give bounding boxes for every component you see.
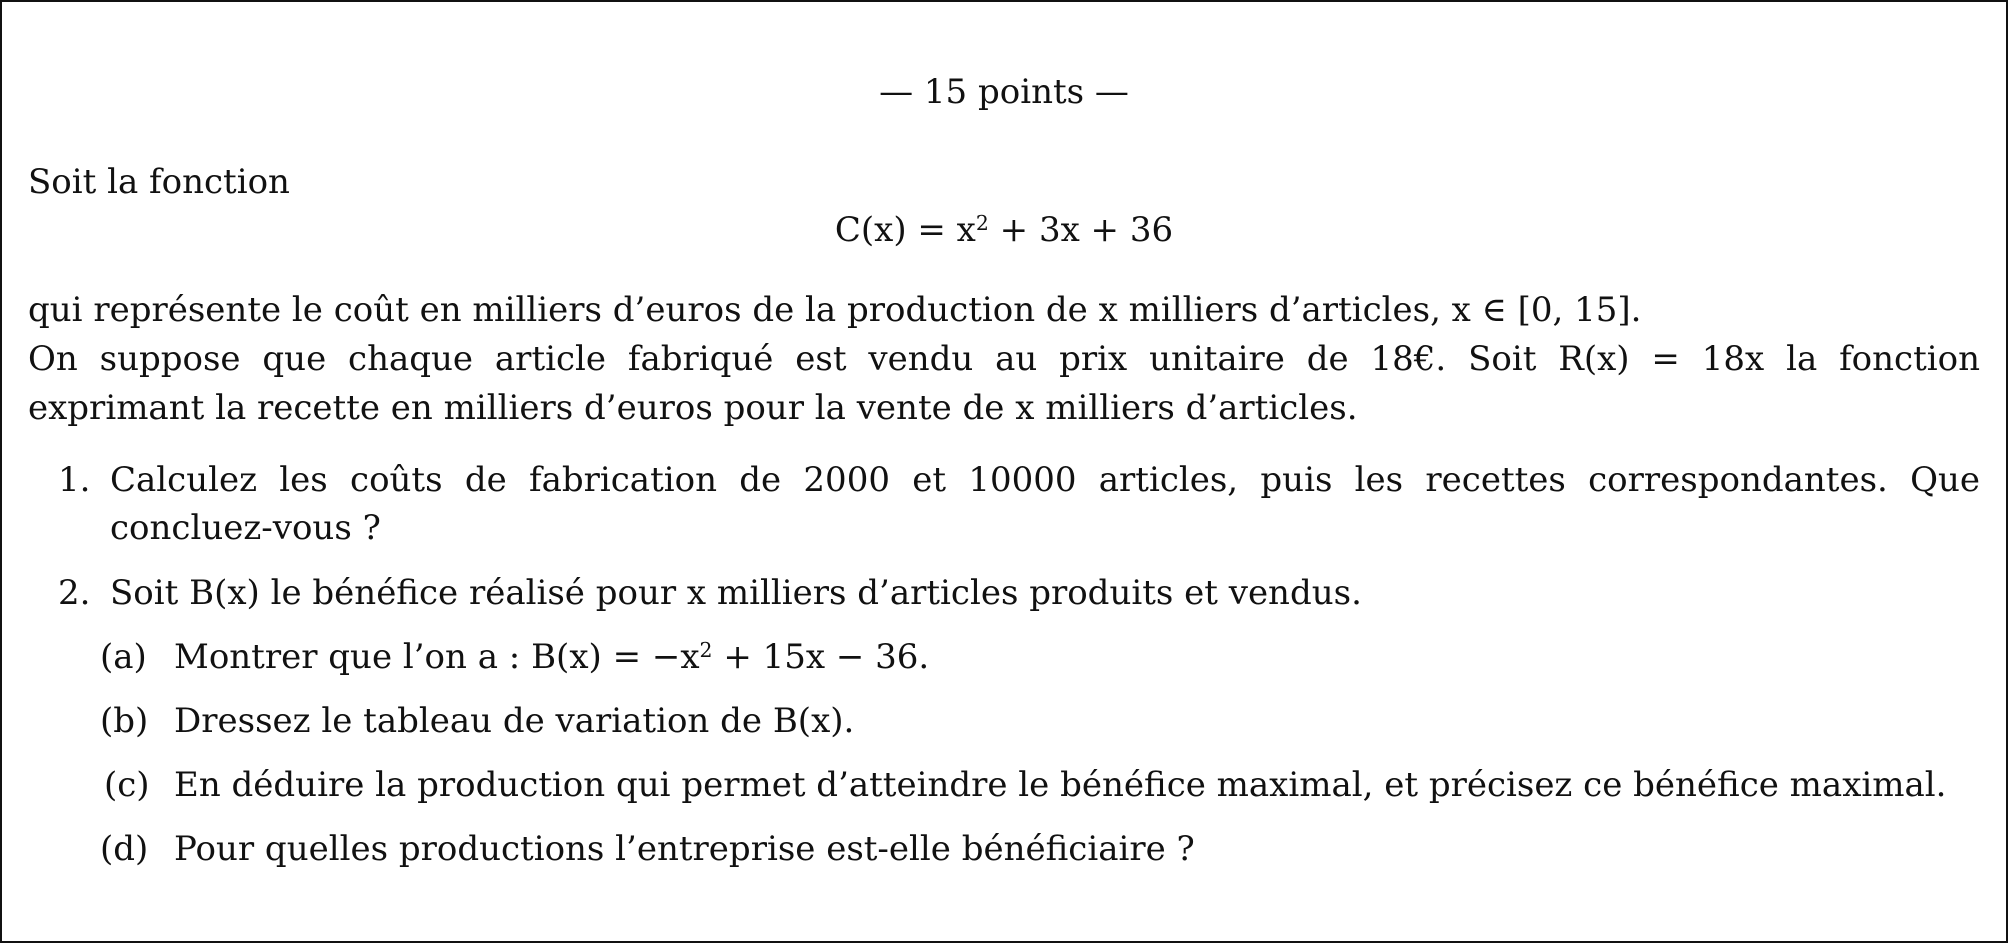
cost-formula-exponent: 2 — [975, 210, 989, 235]
intro-line-4: exprimant la recette en milliers d’euros pour la vente de x milliers d’articles. — [28, 388, 1358, 428]
subquestion-c-label: (c) — [104, 765, 150, 805]
subquestion-a-label: (a) — [100, 637, 147, 677]
subquestion-a-text — [174, 637, 929, 678]
question-1-line-1: Calculez les coûts de fabrication de 2000 et 10000 articles, puis les recettes correspondantes. Que — [110, 460, 1980, 500]
question-1-line-2: concluez-vous ? — [110, 508, 381, 548]
question-1-number: 1. — [58, 460, 91, 500]
cost-formula — [0, 210, 2008, 251]
subquestion-a-text-main: Montrer que l’on a : B(x) = −x — [174, 637, 700, 677]
subquestion-d-label: (d) — [100, 829, 149, 869]
intro-line-2: qui représente le coût en milliers d’euros de la production de x milliers d’articles, x ∈ [0, 15]. — [28, 290, 1642, 330]
question-2-line-1: Soit B(x) le bénéfice réalisé pour x milliers d’articles produits et vendus. — [110, 573, 1362, 613]
subquestion-a-exponent: 2 — [699, 637, 713, 662]
cost-formula-tail: + 3x + 36 — [988, 210, 1174, 250]
points-heading: — 15 points — — [879, 72, 1129, 112]
subquestion-b-text: Dressez le tableau de variation de B(x). — [174, 701, 855, 741]
question-2-number: 2. — [58, 573, 91, 613]
intro-line-3: On suppose que chaque article fabriqué est vendu au prix unitaire de 18€. Soit R(x) = 18x la fonction — [28, 339, 1980, 379]
intro-line-1: Soit la fonction — [28, 162, 290, 202]
subquestion-a-text-tail: + 15x − 36. — [712, 637, 930, 677]
subquestion-d-text: Pour quelles productions l’entreprise est-elle bénéficiaire ? — [174, 829, 1195, 869]
subquestion-c-text: En déduire la production qui permet d’atteindre le bénéfice maximal, et précisez ce bénéfice maximal. — [174, 765, 1947, 805]
subquestion-b-label: (b) — [100, 701, 149, 741]
cost-formula-base: C(x) = x — [834, 210, 976, 250]
